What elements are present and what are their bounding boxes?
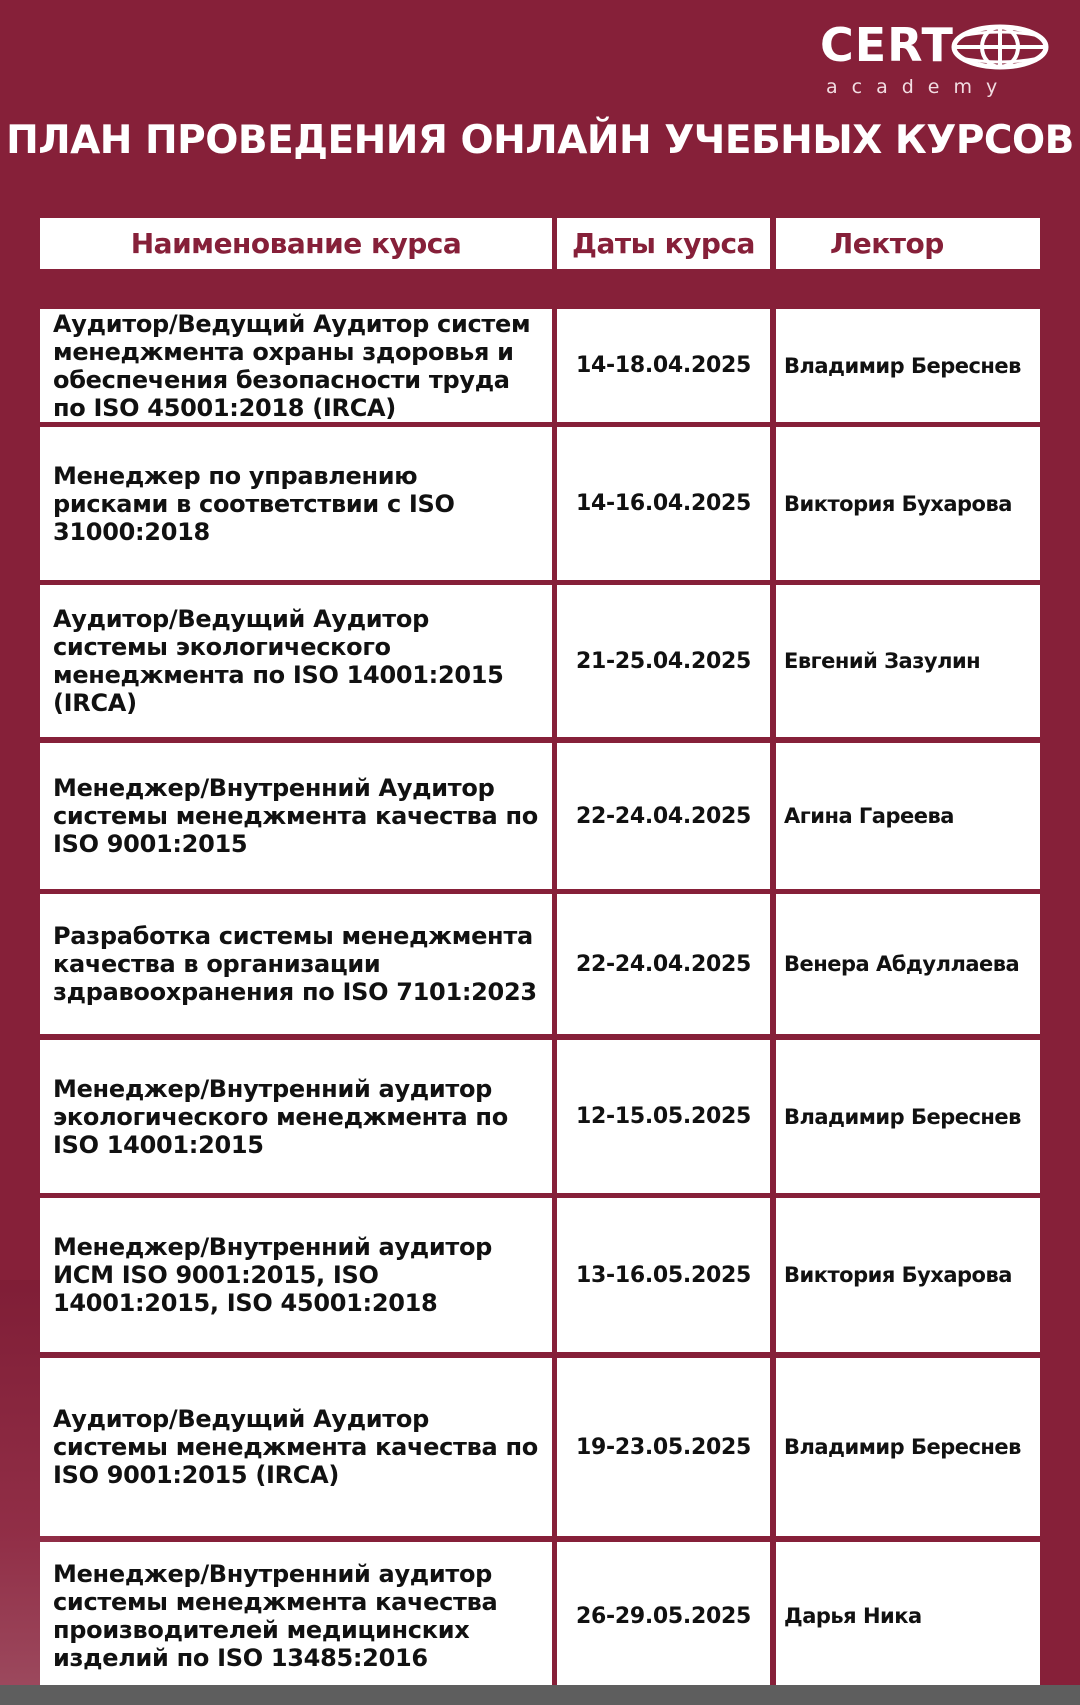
course-dates: 12-15.05.2025 — [557, 1040, 770, 1193]
course-dates: 14-18.04.2025 — [557, 309, 770, 422]
course-dates: 19-23.05.2025 — [557, 1358, 770, 1536]
course-lecturer: Владимир Береснев — [776, 1358, 1040, 1536]
course-lecturer: Дарья Ника — [776, 1542, 1040, 1690]
course-name: Менеджер по управлению рисками в соответствии с ISO 31000:2018 — [40, 427, 552, 580]
course-dates: 22-24.04.2025 — [557, 743, 770, 889]
course-name: Менеджер/Внутренний аудитор ИСМ ISO 9001:2015, ISO 14001:2015, ISO 45001:2018 — [40, 1198, 552, 1352]
course-name: Менеджер/Внутренний аудитор экологического менеджмента по ISO 14001:2015 — [40, 1040, 552, 1193]
page-title: ПЛАН ПРОВЕДЕНИЯ ОНЛАЙН УЧЕБНЫХ КУРСОВ — [6, 118, 1074, 163]
course-dates: 21-25.04.2025 — [557, 585, 770, 737]
course-lecturer: Виктория Бухарова — [776, 1198, 1040, 1352]
bottom-bar — [0, 1685, 1080, 1705]
logo-wordmark: CERT — [820, 18, 954, 72]
course-dates: 26-29.05.2025 — [557, 1542, 770, 1690]
course-dates: 13-16.05.2025 — [557, 1198, 770, 1352]
globe-icon — [950, 22, 1050, 72]
header-lecturer: Лектор — [776, 218, 1040, 269]
course-name: Аудитор/Ведущий Аудитор системы менеджмента качества по ISO 9001:2015 (IRCA) — [40, 1358, 552, 1536]
course-lecturer: Виктория Бухарова — [776, 427, 1040, 580]
course-lecturer: Владимир Береснев — [776, 1040, 1040, 1193]
logo-subtitle: academy — [826, 76, 1012, 98]
course-lecturer: Агина Гареева — [776, 743, 1040, 889]
course-name: Менеджер/Внутренний Аудитор системы менеджмента качества по ISO 9001:2015 — [40, 743, 552, 889]
course-dates: 14-16.04.2025 — [557, 427, 770, 580]
header-dates: Даты курса — [557, 218, 770, 269]
course-name: Аудитор/Ведущий Аудитор систем менеджмента охраны здоровья и обеспечения безопасности труда по ISO 45001:2018 (IRCA) — [40, 309, 552, 422]
cert-academy-logo — [820, 18, 1050, 103]
course-dates: 22-24.04.2025 — [557, 894, 770, 1034]
course-name: Менеджер/Внутренний аудитор системы менеджмента качества производителей медицинских изделий по ISO 13485:2016 — [40, 1542, 552, 1690]
course-lecturer: Евгений Зазулин — [776, 585, 1040, 737]
header-course: Наименование курса — [40, 218, 552, 269]
course-name: Аудитор/Ведущий Аудитор системы экологического менеджмента по ISO 14001:2015 (IRCA) — [40, 585, 552, 737]
course-lecturer: Венера Абдуллаева — [776, 894, 1040, 1034]
course-lecturer: Владимир Береснев — [776, 309, 1040, 422]
course-name: Разработка системы менеджмента качества в организации здравоохранения по ISO 7101:2023 — [40, 894, 552, 1034]
